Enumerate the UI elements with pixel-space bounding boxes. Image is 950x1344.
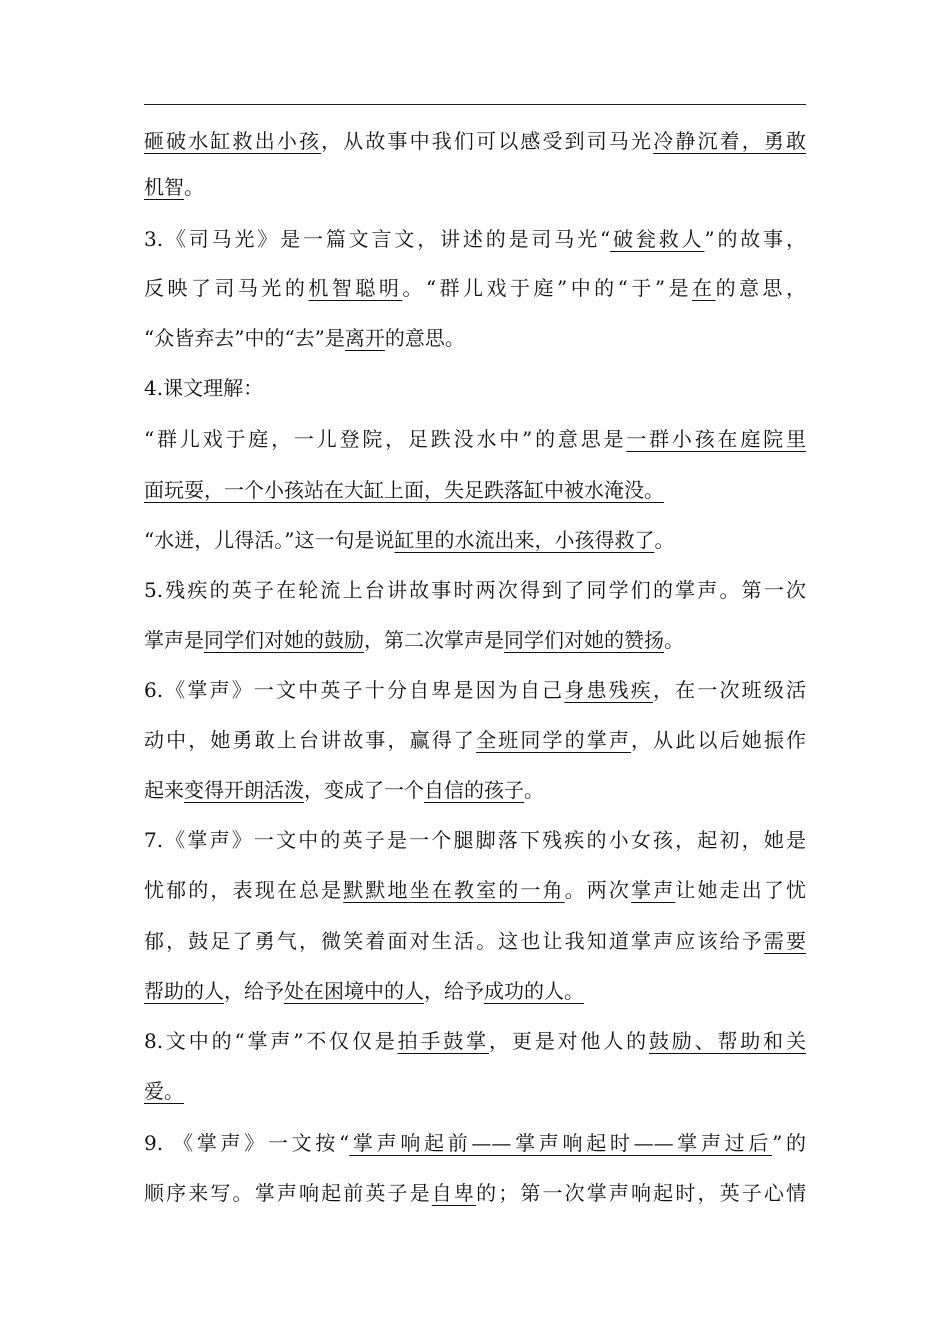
text-segment: ，给予 — [424, 979, 484, 1003]
text-segment: 9. 《掌声》一文按“ — [144, 1131, 350, 1155]
text-segment: 。两次 — [564, 878, 632, 902]
text-line — [144, 477, 806, 503]
answer-underlined: 同学们对她的鼓励 — [204, 628, 364, 652]
text-segment: 忧郁的，表现在总是 — [144, 878, 344, 902]
text-line — [144, 375, 806, 401]
answer-underlined: 机智聪明 — [308, 276, 403, 300]
text-line — [144, 1180, 806, 1206]
text-line — [144, 1028, 806, 1054]
text-segment: 让她走出了忧 — [675, 878, 807, 902]
text-segment: 反映了司马光的 — [144, 276, 309, 300]
text-line — [144, 226, 806, 252]
text-line — [144, 577, 806, 603]
text-segment: 的意思。 — [384, 326, 465, 350]
text-segment: 掌声是 — [144, 628, 204, 652]
answer-underlined: 缸里的水流出来，小孩得救了 — [394, 528, 655, 552]
answer-underlined: 离开 — [344, 326, 385, 350]
text-segment: ，从此以后她振作 — [631, 728, 807, 752]
answer-underlined: 掌声 — [631, 878, 676, 902]
text-segment: 。 — [664, 628, 684, 652]
text-line — [144, 527, 806, 553]
text-line — [144, 426, 806, 452]
answer-underlined: 自卑 — [431, 1181, 477, 1205]
answer-underlined: 砸破水缸救出小孩 — [144, 129, 322, 153]
text-segment: ，从故事中我们可以感受到司马光 — [321, 129, 654, 153]
text-line — [144, 1078, 806, 1104]
answer-underlined: 鼓励、帮助和关 — [648, 1029, 806, 1053]
answer-underlined: 冷静沉着，勇敢 — [653, 129, 807, 153]
text-segment: 8.文中的“掌声”不仅仅是 — [144, 1029, 398, 1053]
answer-underlined: 自信的孩子 — [424, 778, 524, 802]
text-segment: 顺序来写。掌声响起前英子是 — [144, 1181, 432, 1205]
text-segment: 3.《司马光》是一篇文言文，讲述的是司马光“ — [144, 227, 611, 251]
answer-underlined: 面玩耍，一个小孩站在大缸上面，失足跌落缸中被水淹没。 — [144, 478, 664, 502]
text-segment: ，更是对他人的 — [489, 1029, 649, 1053]
text-segment: ，给予 — [224, 979, 284, 1003]
text-line — [144, 128, 806, 154]
answer-underlined: 处在困境中的人 — [284, 979, 424, 1003]
answer-underlined: 拍手鼓掌 — [397, 1029, 490, 1053]
answer-underlined: 变得开朗活泼 — [184, 778, 304, 802]
text-line — [144, 1130, 806, 1156]
text-segment: 。 — [524, 778, 544, 802]
text-line — [144, 827, 806, 853]
text-line — [144, 174, 806, 200]
text-segment: ，变成了一个 — [304, 778, 424, 802]
answer-underlined: 破瓮救人 — [610, 227, 705, 251]
answer-underlined: 身患残疾 — [564, 678, 653, 702]
text-segment: 7.《掌声》一文中的英子是一个腿脚落下残疾的小女孩，起初，她是 — [144, 828, 806, 852]
text-line — [144, 727, 806, 753]
answer-underlined: 爱。 — [144, 1079, 184, 1103]
text-segment: 的意思， — [715, 276, 807, 300]
text-line — [144, 627, 806, 653]
answer-underlined: 全班同学的掌声 — [476, 728, 632, 752]
text-segment: “群儿戏于庭，一儿登院，足跌没水中”的意思是 — [144, 427, 627, 451]
answer-underlined: 掌声响起前——掌声响起时——掌声过后 — [349, 1131, 773, 1155]
answer-underlined: 机智 — [144, 175, 184, 199]
text-line — [144, 275, 806, 301]
text-line — [144, 677, 806, 703]
text-line — [144, 877, 806, 903]
text-segment: 。“群儿戏于庭”中的“于”是 — [402, 276, 693, 300]
answer-underlined: 需要 — [763, 929, 807, 953]
text-segment: 。 — [184, 175, 204, 199]
text-line — [144, 978, 806, 1004]
answer-underlined: 同学们对她的赞扬 — [504, 628, 664, 652]
text-line — [144, 777, 806, 803]
answer-underlined: 默默地坐在教室的一角 — [343, 878, 565, 902]
text-segment: “众皆弃去”中的“去”是 — [144, 326, 345, 350]
text-segment: 动中，她勇敢上台讲故事，赢得了 — [144, 728, 477, 752]
text-segment: ”的 — [772, 1131, 806, 1155]
answer-underlined: 一群小孩在庭院里 — [626, 427, 806, 451]
text-segment: 起来 — [144, 778, 184, 802]
header-rule — [144, 104, 806, 105]
text-segment: ，在一次班级活 — [652, 678, 806, 702]
text-segment: ”的故事， — [704, 227, 806, 251]
text-segment: “水迸，儿得活。”这一句是说 — [144, 528, 395, 552]
text-segment: 4.课文理解： — [144, 376, 264, 400]
text-segment: 郁，鼓足了勇气，微笑着面对生活。这也让我知道掌声应该给予 — [144, 929, 764, 953]
text-segment: 的；第一次掌声响起时，英子心情 — [476, 1181, 807, 1205]
text-segment: ，第二次掌声是 — [364, 628, 504, 652]
answer-underlined: 成功的人。 — [484, 979, 584, 1003]
text-segment: 5.残疾的英子在轮流上台讲故事时两次得到了同学们的掌声。第一次 — [144, 578, 806, 602]
answer-underlined: 在 — [692, 276, 716, 300]
text-segment: 6.《掌声》一文中英子十分自卑是因为自己 — [144, 678, 565, 702]
text-line — [144, 325, 806, 351]
text-segment: 。 — [654, 528, 675, 552]
text-line — [144, 928, 806, 954]
answer-underlined: 帮助的人 — [144, 979, 224, 1003]
